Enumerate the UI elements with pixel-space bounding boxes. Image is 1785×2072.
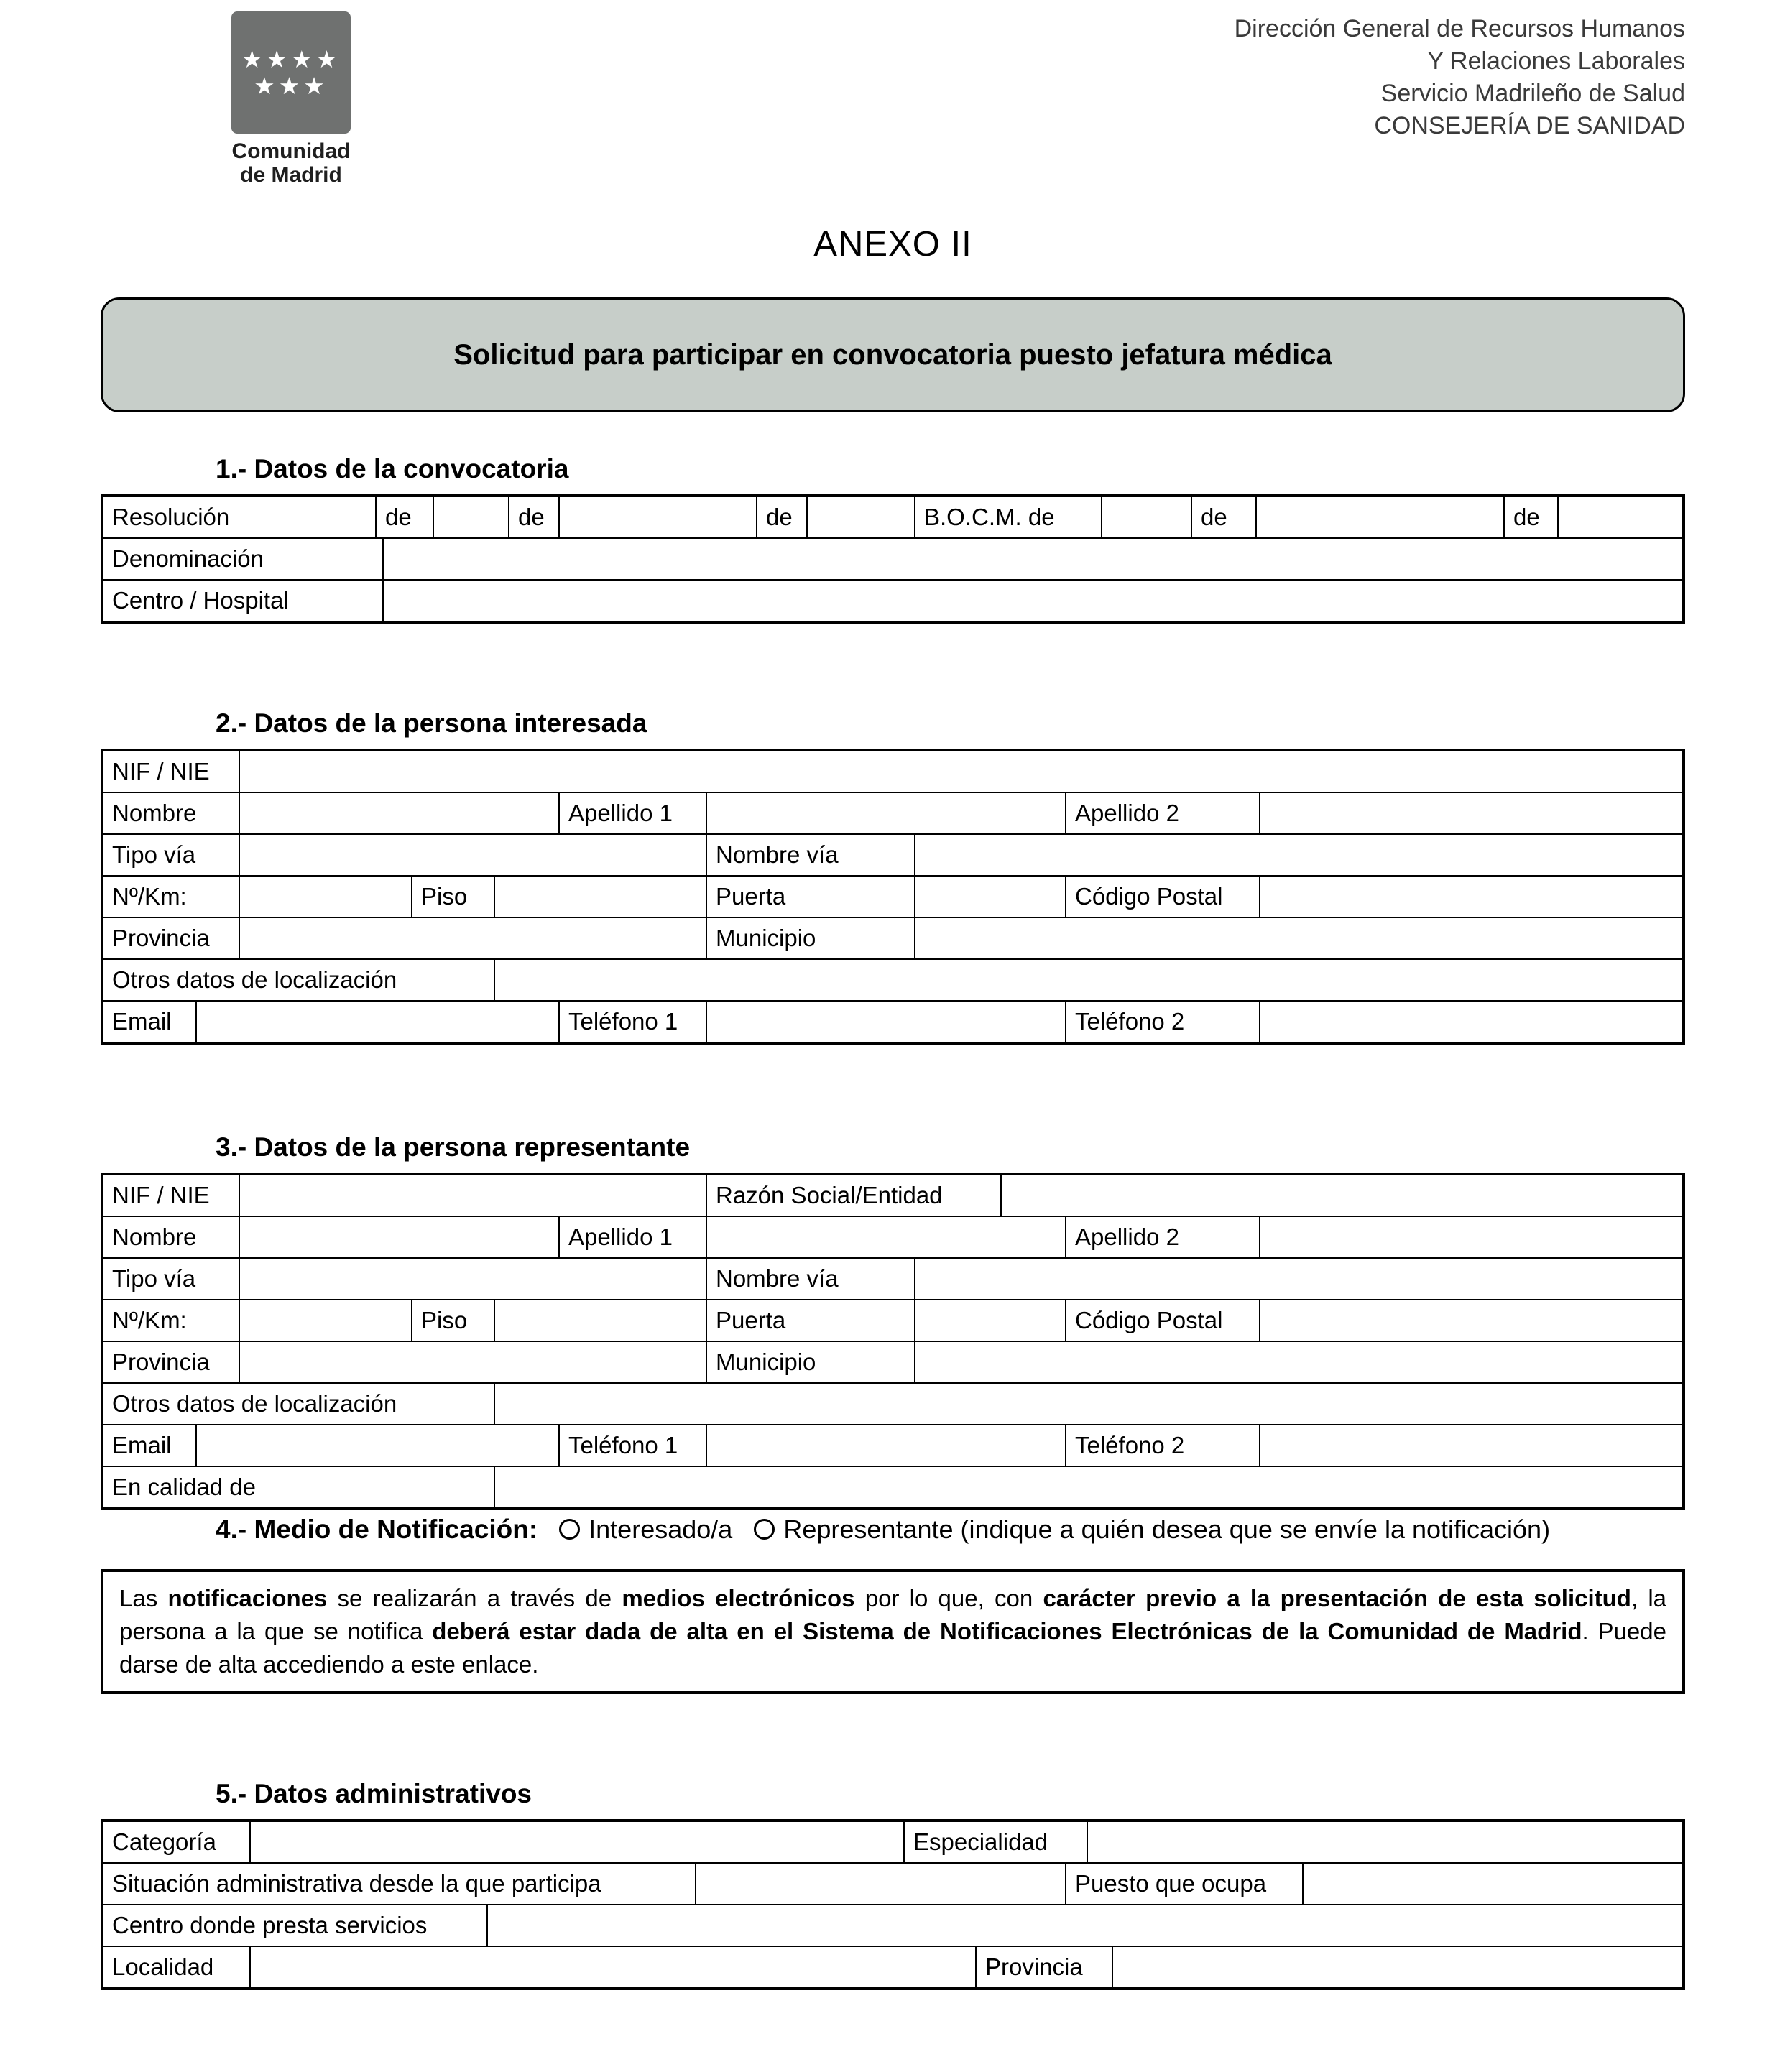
org-block bbox=[366, 11, 1685, 142]
resolucion-year-field[interactable] bbox=[808, 497, 915, 537]
interesada-otros-datos-label: Otros datos de localización bbox=[103, 960, 495, 1000]
interesada-telefono1-field[interactable] bbox=[707, 1002, 1066, 1042]
interesada-nif-field[interactable] bbox=[240, 751, 1682, 792]
bocm-de-label-1: de bbox=[1192, 497, 1257, 537]
stars-row-icon: ★★★★ bbox=[241, 46, 341, 73]
representante-nombre-label: Nombre bbox=[103, 1217, 240, 1257]
bocm-de-label-2: de bbox=[1505, 497, 1559, 537]
form-title-box bbox=[101, 297, 1685, 412]
administrativos-table bbox=[101, 1819, 1685, 1990]
table-row bbox=[103, 793, 1682, 835]
table-row bbox=[103, 1425, 1682, 1467]
centro-servicios-field[interactable] bbox=[488, 1905, 1682, 1946]
interesada-tipo-via-label: Tipo vía bbox=[103, 835, 240, 875]
resolucion-month-field[interactable] bbox=[560, 497, 757, 537]
categoria-label: Categoría bbox=[103, 1822, 251, 1862]
interesada-provincia-label: Provincia bbox=[103, 918, 240, 958]
interesada-municipio-field[interactable] bbox=[915, 918, 1682, 958]
representante-otros-datos-field[interactable] bbox=[495, 1384, 1682, 1424]
table-row bbox=[103, 1175, 1682, 1217]
stars-row-icon: ★★★ bbox=[254, 73, 328, 99]
representante-nombre-via-label: Nombre vía bbox=[707, 1259, 915, 1299]
table-row bbox=[103, 1300, 1682, 1342]
table-row bbox=[103, 1259, 1682, 1300]
interesada-apellido2-field[interactable] bbox=[1260, 793, 1682, 833]
form-title: Solicitud para participar en convocatoria puesto jefatura médica bbox=[453, 338, 1332, 371]
convocatoria-table bbox=[101, 494, 1685, 624]
representante-email-field[interactable] bbox=[197, 1425, 560, 1466]
interesada-telefono1-label: Teléfono 1 bbox=[560, 1002, 707, 1042]
document-title: ANEXO II bbox=[813, 225, 972, 264]
interesada-nombre-via-field[interactable] bbox=[915, 835, 1682, 875]
denominacion-label: Denominación bbox=[103, 539, 384, 579]
table-row bbox=[103, 918, 1682, 960]
interesada-piso-field[interactable] bbox=[495, 877, 707, 917]
table-row bbox=[103, 539, 1682, 581]
table-row bbox=[103, 1384, 1682, 1425]
section3-heading: 3.- Datos de la persona representante bbox=[216, 1132, 691, 1162]
interesada-num-km-label: Nº/Km: bbox=[103, 877, 240, 917]
page-header bbox=[101, 11, 1685, 187]
section4-heading: 4.- Medio de Notificación: bbox=[216, 1514, 538, 1544]
madrid-flag-icon bbox=[231, 11, 351, 134]
interesada-num-km-field[interactable] bbox=[240, 877, 412, 917]
representante-municipio-label: Municipio bbox=[707, 1342, 915, 1382]
representante-codigo-postal-field[interactable] bbox=[1260, 1300, 1682, 1341]
representante-piso-label: Piso bbox=[412, 1300, 495, 1341]
representante-nif-field[interactable] bbox=[240, 1175, 707, 1216]
representante-piso-field[interactable] bbox=[495, 1300, 707, 1341]
representante-telefono2-label: Teléfono 2 bbox=[1066, 1425, 1260, 1466]
representante-apellido1-label: Apellido 1 bbox=[560, 1217, 707, 1257]
representante-nombre-via-field[interactable] bbox=[915, 1259, 1682, 1299]
representante-puerta-label: Puerta bbox=[707, 1300, 915, 1341]
representante-nif-label: NIF / NIE bbox=[103, 1175, 240, 1216]
interesada-apellido1-label: Apellido 1 bbox=[560, 793, 707, 833]
representante-apellido2-field[interactable] bbox=[1260, 1217, 1682, 1257]
section1-heading: 1.- Datos de la convocatoria bbox=[216, 454, 569, 484]
table-row bbox=[103, 835, 1682, 877]
representante-en-calidad-field[interactable] bbox=[495, 1467, 1682, 1507]
categoria-field[interactable] bbox=[251, 1822, 905, 1862]
interesada-telefono2-label: Teléfono 2 bbox=[1066, 1002, 1260, 1042]
notification-section bbox=[216, 1510, 1567, 1549]
table-row bbox=[103, 751, 1682, 793]
representante-municipio-field[interactable] bbox=[915, 1342, 1682, 1382]
interesada-municipio-label: Municipio bbox=[707, 918, 915, 958]
interesado-radio[interactable] bbox=[559, 1519, 580, 1540]
logo-wordmark bbox=[216, 139, 366, 187]
interesado-option-label: Interesado/a bbox=[589, 1514, 733, 1544]
interesada-email-field[interactable] bbox=[197, 1002, 560, 1042]
resolucion-de-label-3: de bbox=[757, 497, 808, 537]
table-row bbox=[103, 1467, 1682, 1507]
interesada-codigo-postal-label: Código Postal bbox=[1066, 877, 1260, 917]
representante-num-km-field[interactable] bbox=[240, 1300, 412, 1341]
situacion-field[interactable] bbox=[696, 1864, 1066, 1904]
resolucion-day-field[interactable] bbox=[434, 497, 509, 537]
section5-heading: 5.- Datos administrativos bbox=[216, 1779, 532, 1808]
interesada-tipo-via-field[interactable] bbox=[240, 835, 707, 875]
org-line-4: CONSEJERÍA DE SANIDAD bbox=[1374, 112, 1685, 139]
localidad-label: Localidad bbox=[103, 1947, 251, 1987]
comunidad-madrid-logo bbox=[216, 11, 366, 187]
table-row bbox=[103, 1342, 1682, 1384]
table-row bbox=[103, 1002, 1682, 1042]
representante-table bbox=[101, 1173, 1685, 1510]
org-line-2: Y Relaciones Laborales bbox=[1427, 47, 1685, 75]
representante-nombre-field[interactable] bbox=[240, 1217, 560, 1257]
bocm-label: B.O.C.M. de bbox=[915, 497, 1102, 537]
interesada-provincia-field[interactable] bbox=[240, 918, 707, 958]
interesada-telefono2-field[interactable] bbox=[1260, 1002, 1682, 1042]
table-row bbox=[103, 1864, 1682, 1905]
interesada-nombre-via-label: Nombre vía bbox=[707, 835, 915, 875]
interesada-puerta-label: Puerta bbox=[707, 877, 915, 917]
interesada-otros-datos-field[interactable] bbox=[495, 960, 1682, 1000]
centro-servicios-label: Centro donde presta servicios bbox=[103, 1905, 488, 1946]
representante-apellido1-field[interactable] bbox=[707, 1217, 1066, 1257]
representante-razon-social-field[interactable] bbox=[1002, 1175, 1682, 1216]
representante-tipo-via-label: Tipo vía bbox=[103, 1259, 240, 1299]
representante-puerta-field[interactable] bbox=[915, 1300, 1066, 1341]
representante-telefono1-field[interactable] bbox=[707, 1425, 1066, 1466]
denominacion-field[interactable] bbox=[384, 539, 1682, 579]
notification-notice: Las notificaciones se realizarán a través de medios electrónicos por lo que, con carácter previo a la presentación de esta solicitud, la persona a la que se notifica deberá estar dada de alta en el Sistema de Notificaciones Electrónicas de la Comunidad de Madrid. Puede darse de alta accediendo a este enlace. bbox=[101, 1569, 1685, 1694]
resolucion-de-label-1: de bbox=[377, 497, 434, 537]
interesada-puerta-field[interactable] bbox=[915, 877, 1066, 917]
representante-radio[interactable] bbox=[754, 1519, 775, 1540]
table-row bbox=[103, 1217, 1682, 1259]
interesada-email-label: Email bbox=[103, 1002, 197, 1042]
interesada-nif-label: NIF / NIE bbox=[103, 751, 240, 792]
interesada-nombre-label: Nombre bbox=[103, 793, 240, 833]
representante-telefono2-field[interactable] bbox=[1260, 1425, 1682, 1466]
representante-option-label: Representante (indique a quién desea que se envíe la notificación) bbox=[783, 1514, 1551, 1544]
representante-tipo-via-field[interactable] bbox=[240, 1259, 707, 1299]
table-row bbox=[103, 1947, 1682, 1987]
especialidad-label: Especialidad bbox=[905, 1822, 1088, 1862]
interesada-codigo-postal-field[interactable] bbox=[1260, 877, 1682, 917]
representante-otros-datos-label: Otros datos de localización bbox=[103, 1384, 495, 1424]
admin-provincia-field[interactable] bbox=[1113, 1947, 1682, 1987]
logo-line-1: Comunidad bbox=[231, 139, 351, 163]
interesada-table bbox=[101, 749, 1685, 1045]
representante-provincia-label: Provincia bbox=[103, 1342, 240, 1382]
table-row bbox=[103, 1822, 1682, 1864]
interesada-apellido2-label: Apellido 2 bbox=[1066, 793, 1260, 833]
representante-codigo-postal-label: Código Postal bbox=[1066, 1300, 1260, 1341]
logo-line-2: de Madrid bbox=[240, 163, 342, 187]
resolucion-de-label-2: de bbox=[509, 497, 560, 537]
centro-hospital-label: Centro / Hospital bbox=[103, 581, 384, 621]
org-line-1: Dirección General de Recursos Humanos bbox=[1234, 15, 1685, 42]
representante-provincia-field[interactable] bbox=[240, 1342, 707, 1382]
interesada-nombre-field[interactable] bbox=[240, 793, 560, 833]
table-row bbox=[103, 497, 1682, 539]
representante-razon-social-label: Razón Social/Entidad bbox=[707, 1175, 1002, 1216]
section2-heading: 2.- Datos de la persona interesada bbox=[216, 708, 647, 738]
localidad-field[interactable] bbox=[251, 1947, 977, 1987]
interesada-apellido1-field[interactable] bbox=[707, 793, 1066, 833]
puesto-label: Puesto que ocupa bbox=[1066, 1864, 1304, 1904]
org-line-3: Servicio Madrileño de Salud bbox=[1380, 80, 1685, 107]
resolucion-label: Resolución bbox=[103, 497, 377, 537]
puesto-field[interactable] bbox=[1304, 1864, 1682, 1904]
admin-provincia-label: Provincia bbox=[977, 1947, 1113, 1987]
representante-email-label: Email bbox=[103, 1425, 197, 1466]
bocm-month-field[interactable] bbox=[1257, 497, 1505, 537]
bocm-day-field[interactable] bbox=[1102, 497, 1192, 537]
table-row bbox=[103, 1905, 1682, 1947]
representante-num-km-label: Nº/Km: bbox=[103, 1300, 240, 1341]
representante-telefono1-label: Teléfono 1 bbox=[560, 1425, 707, 1466]
centro-hospital-field[interactable] bbox=[384, 581, 1682, 621]
representante-en-calidad-label: En calidad de bbox=[103, 1467, 495, 1507]
table-row bbox=[103, 960, 1682, 1002]
table-row bbox=[103, 581, 1682, 621]
interesada-piso-label: Piso bbox=[412, 877, 495, 917]
table-row bbox=[103, 877, 1682, 918]
situacion-label: Situación administrativa desde la que participa bbox=[103, 1864, 696, 1904]
representante-apellido2-label: Apellido 2 bbox=[1066, 1217, 1260, 1257]
bocm-year-field[interactable] bbox=[1559, 497, 1682, 537]
especialidad-field[interactable] bbox=[1088, 1822, 1682, 1862]
